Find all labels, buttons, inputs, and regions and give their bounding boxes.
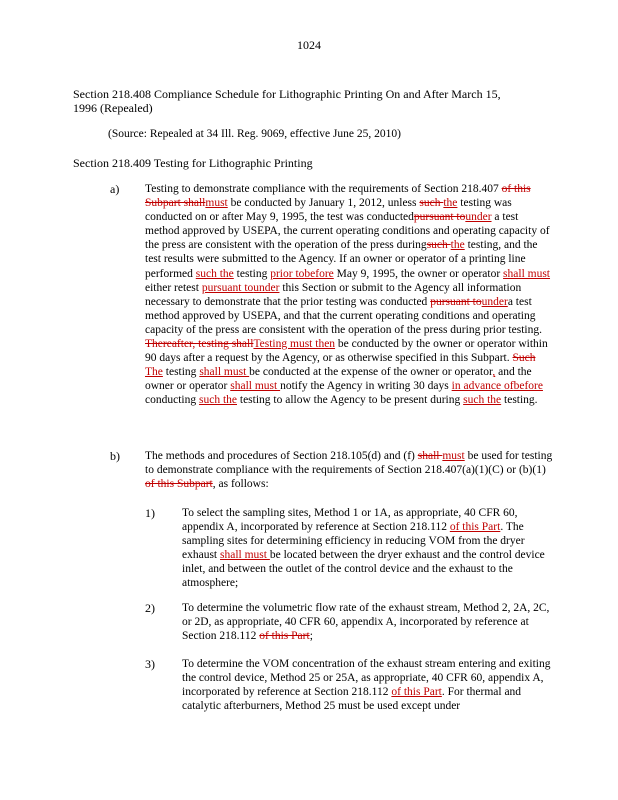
deleted-text: Thereafter, testing shall	[145, 338, 254, 351]
inserted-text: must	[205, 197, 228, 210]
inserted-text: prior to	[270, 267, 305, 280]
item-3-label: 3)	[145, 657, 155, 671]
inserted-text: before	[304, 267, 334, 280]
deleted-text: Such	[512, 352, 536, 365]
inserted-text: under	[253, 281, 280, 294]
item-3-text	[182, 657, 552, 713]
section-218-408-heading-line2: 1996 (Repealed)	[73, 101, 153, 115]
deleted-text: such	[426, 239, 451, 252]
body-text: ;	[309, 630, 313, 643]
body-text: testing to allow the Agency to be present during	[237, 394, 464, 407]
subsection-b-label: b)	[110, 449, 120, 463]
inserted-text: shall must	[503, 267, 551, 280]
deleted-text: of this Part	[259, 630, 310, 643]
body-text: conducting	[145, 394, 199, 407]
inserted-text: ,	[492, 366, 496, 379]
body-text: either retest	[145, 281, 202, 294]
body-text: be conducted at the expense of the owner or operator	[249, 366, 493, 379]
subsection-a-text	[145, 182, 553, 408]
inserted-text: Testing must then	[253, 338, 336, 351]
inserted-text: shall must	[199, 366, 250, 379]
body-text: be conducted by the owner or operator within 90 days after a request by the Agency, or as otherwise specified in this Subpart.	[145, 338, 548, 365]
item-1-text	[182, 506, 552, 591]
inserted-text: of this Part	[449, 521, 501, 534]
body-text: . For thermal and catalytic afterburners, Method 25 must be used except under	[182, 686, 522, 713]
inserted-text: The	[145, 366, 163, 379]
item-2-text	[182, 601, 552, 643]
body-text: To select the sampling sites, Method 1 or 1A, as appropriate, 40 CFR 60, appendix A, incorporated by reference at Section 218.112	[182, 507, 518, 534]
deleted-text: pursuant to	[430, 295, 482, 308]
body-text: a test method approved by USEPA, and that the current operating conditions and operating capacity of the press are consistent with the operation of the press during prior testing.	[145, 295, 542, 336]
deleted-text: shall	[417, 450, 443, 462]
body-text: testing was conducted on or after May 9, 1995, the test was conducted	[145, 197, 512, 224]
inserted-text: such the	[195, 267, 234, 280]
body-text: , as follows:	[212, 478, 269, 491]
body-text: testing	[162, 366, 200, 379]
deleted-text: pursuant to	[413, 211, 466, 224]
inserted-text: in advance of	[451, 380, 514, 393]
item-1-label: 1)	[145, 506, 155, 520]
body-text: a test method approved by USEPA, the current operating conditions and operating capacity of the press are consistent with the operation of the press during	[145, 211, 550, 252]
inserted-text: shall must	[220, 549, 270, 562]
subsection-b-text	[145, 449, 553, 491]
deleted-text: such	[419, 197, 444, 210]
inserted-text: shall must	[230, 380, 281, 393]
body-text: The methods and procedures of Section 218.105(d) and (f)	[145, 450, 418, 462]
section-218-409-heading: Section 218.409 Testing for Lithographic Printing	[73, 156, 313, 170]
body-text: be conducted by January 1, 2012, unless	[227, 197, 420, 210]
body-text: be used for testing to demonstrate compliance with the requirements of Section 218.407(a)(1)(C) or (b)(1)	[145, 450, 553, 477]
inserted-text: before	[513, 380, 543, 393]
inserted-text: the	[450, 239, 465, 252]
body-text: To determine the VOM concentration of the exhaust stream entering and exiting the control device, Method 25 or 25A, as appropriate, 40 CFR 60, appendix A, incorporated by reference at Section 218.112	[182, 658, 551, 699]
inserted-text: of this Part	[391, 686, 442, 699]
inserted-text: such the	[198, 394, 237, 407]
body-text: testing	[233, 267, 271, 280]
body-text: notify the Agency in writing 30 days	[280, 380, 452, 393]
inserted-text: the	[443, 197, 458, 210]
inserted-text: under	[481, 295, 508, 308]
page-number: 1024	[297, 38, 321, 52]
item-2-label: 2)	[145, 601, 155, 615]
section-218-408-heading-line1: Section 218.408 Compliance Schedule for Lithographic Printing On and After March 15,	[73, 87, 501, 101]
deleted-text: of this Subpart	[145, 478, 213, 491]
deleted-text: of this Subpart shall	[145, 183, 531, 210]
body-text: this Section or submit to the Agency all information necessary to demonstrate that the prior testing was conducted	[145, 281, 522, 308]
body-text: testing.	[501, 394, 538, 407]
inserted-text: must	[442, 450, 465, 462]
body-text: Testing to demonstrate compliance with the requirements of Section 218.407	[145, 183, 502, 195]
subsection-a-label: a)	[110, 182, 120, 196]
section-218-408-heading	[73, 87, 573, 115]
inserted-text: pursuant to	[201, 281, 254, 294]
body-text: be located between the dryer exhaust and the control device inlet, and between the outlet of the control device and the exhaust to the atmosphere;	[182, 549, 545, 590]
inserted-text: such the	[463, 394, 502, 407]
body-text: testing, and the test results were submitted to the Agency. If an owner or operator of a printing line performed	[145, 239, 538, 280]
source-note: (Source: Repealed at 34 Ill. Reg. 9069, effective June 25, 2010)	[108, 128, 401, 140]
body-text: and the owner or operator	[145, 366, 532, 393]
body-text: To determine the volumetric flow rate of the exhaust stream, Method 2, 2A, 2C, or 2D, as appropriate, 40 CFR 60, appendix A, incorporated by reference at Section 218.112	[182, 602, 550, 643]
body-text: . The sampling sites for determining efficiency in reducing VOM from the dryer exhaust	[182, 521, 525, 562]
body-text: May 9, 1995, the owner or operator	[333, 267, 504, 280]
inserted-text: under	[465, 211, 492, 224]
